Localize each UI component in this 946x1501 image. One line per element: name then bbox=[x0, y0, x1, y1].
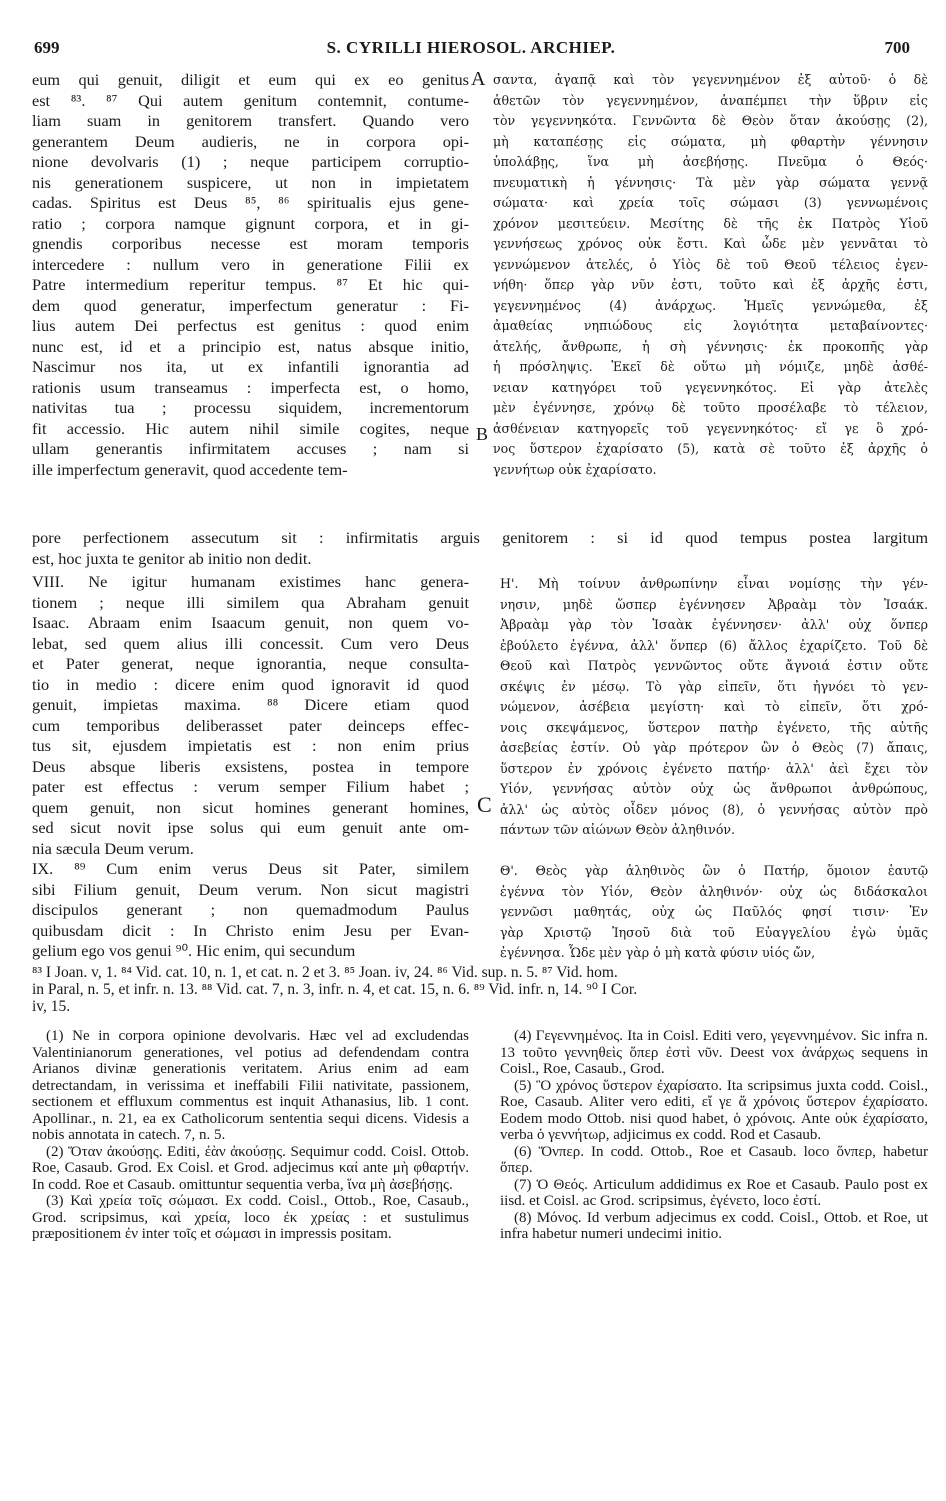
section-marker-b: B bbox=[476, 424, 489, 444]
greek-line: Ἀβραὰμ γὰρ τὸν Ἰσαὰκ ἐγέννησεν· ἀλλ' οὐχ ὅνπερ bbox=[500, 617, 928, 632]
reference-line: iv, 15. bbox=[32, 998, 71, 1015]
greek-line: Θ'. Θεὸς γὰρ ἀληθινὸς ὢν ὁ Πατήρ, ὅμοιον ἑαυτῷ bbox=[500, 863, 928, 878]
latin-line: tionem ; neque illi similem qua Abraham genuit bbox=[32, 592, 469, 612]
latin-line: nativitas tua ; processu siquidem, incrementorum bbox=[32, 398, 469, 417]
greek-line: Θεοῦ καὶ Πατρὸς γεννῶντος οὔτε ἄγνοιά ἐστιν οὔτε bbox=[500, 658, 928, 673]
greek-line: ἀμαθείας νηπιώδους εἰς λογιότητα μεταβαίνοντες· bbox=[493, 318, 928, 333]
running-header bbox=[26, 38, 916, 62]
latin-line: sibi Filium genuit, Deum verum. Non sicut magistri bbox=[32, 879, 469, 899]
footnote: (7) Ὁ Θεός. Articulum addidimus ex Roe et Casaub. Paulo post ex iisd. et Coisl. ac Grod. scripsimus, ἐγένετο, loco ἐστί. bbox=[500, 1176, 928, 1209]
latin-line: generantem Deum audieris, ne in corpora opi- bbox=[32, 131, 469, 151]
latin-line: nione devolvaris (1) ; neque participem corruptio- bbox=[32, 152, 469, 171]
latin-line: cum temporibus deliberasset pater deinceps effec- bbox=[32, 715, 469, 735]
latin-line: lius autem Dei perfectus est genitus : quod enim bbox=[32, 316, 469, 335]
greek-line: νοις σκεψάμενος, ὕστερον πατὴρ ἐγένετο, τῆς αὐτῆς bbox=[500, 719, 928, 735]
latin-line: genuit, impietas maxima. ⁸⁸ Dicere etiam quod bbox=[32, 695, 469, 714]
latin-line: Deus absque liberis exsistens, postea in tempore bbox=[32, 756, 469, 776]
latin-line: liam suam in genitorem transfert. Quando vero bbox=[32, 111, 469, 130]
latin-line: lebat, sed quem alius illi concessit. Cum vero Deus bbox=[32, 633, 469, 653]
greek-line: τὸν γεγεννηκότα. Γεννῶντα δὲ Θεὸν ὅταν ἀκούσῃς (2), bbox=[493, 113, 928, 128]
greek-line: ἐγέννησα. Ὧδε μὲν γὰρ ὁ μὴ κατὰ φύσιν υἱός ὤν, bbox=[500, 945, 816, 960]
greek-line: Η'. Μὴ τοίνυν ἀνθρωπίνην εἶναι νομίσῃς τὴν γέν- bbox=[500, 576, 928, 591]
greek-line: μὴ καταπέσῃς εἰς σώματα, μὴ φθαρτὴν γέννησιν bbox=[493, 133, 928, 149]
footnote: (5) Ὃ χρόνος ὕστερον ἐχαρίσατο. Ita scripsimus juxta codd. Coisl., Roe, Casaub. Aliter vero editi, εἴ γε ἅ χρόνοις ὕστερον ἐχαρίσατο. Eodem modo Ottob. nisi quod habet, ὁ χρόνοις. Ante οὐκ ἐχαρίσατο, verba ὁ γεννήτωρ, adjicimus ex codd. Rod et Casaub. bbox=[500, 1077, 928, 1143]
section-marker-a: A bbox=[471, 68, 486, 90]
greek-line: γεννήσεως χρόνος οὐκ ἔστι. Καὶ ὧδε μὲν γεννᾶται τὸ bbox=[493, 236, 928, 251]
latin-column-top bbox=[32, 70, 469, 480]
latin-line: intercedere : nullum vero in generatione Filii ex bbox=[32, 254, 469, 274]
greek-line: σκέψις ἐν μέσῳ. Τὸ γὰρ εἰπεῖν, ὅτι ἠγνόει τὸ γεν- bbox=[500, 678, 928, 694]
running-title: S. CYRILLI HIEROSOL. ARCHIEP. bbox=[326, 38, 616, 57]
greek-line: σώματα· καὶ χρεία τοῖς σώμασι (3) γεννωμένοις bbox=[493, 195, 928, 210]
latin-line: Nascimur nos ita, ut ex infantili ignorantia ad bbox=[32, 357, 469, 376]
footnote: (3) Καὶ χρεία τοῖς σώμασι. Ex codd. Coisl., Ottob., Roe, Casaub., Grod. scripsimus, καὶ χρεία, loco ἐκ χρείας : et sustulimus præpositionem ἐν inter τοῖς et σώμασι in impressis positam. bbox=[32, 1193, 469, 1242]
full-line: pore perfectionem assecutum sit : infirmitatis arguis genitorem : si id quod tempus postea largitum bbox=[32, 528, 928, 547]
greek-line: νησιν, μηδὲ ὥσπερ ἐγέννησεν Ἀβραὰμ τὸν Ἰσαάκ. bbox=[500, 596, 928, 612]
footnote: (2) Ὅταν ἀκούσῃς. Editi, ἐὰν ἀκούσῃς. Sequimur codd. Coisl. Ottob. Roe, Casaub. Grod. Ex Coisl. et Grod. adjecimus καί ante μὴ φθαρτήν. In codd. Roe et Casaub. omittuntur sequentia verba, ἵνα μὴ ἀσεβήσῃς. bbox=[32, 1143, 469, 1193]
latin-line: gnendis corporibus necesse est moram temporis bbox=[32, 234, 469, 253]
latin-line: dem quod generatur, imperfectum generatur : Fi- bbox=[32, 295, 469, 315]
section-marker-c: C bbox=[477, 792, 492, 817]
footnote: (4) Γεγεννημένος. Ita in Coisl. Editi vero, γεγεννημένον. Sic infra n. 13 τοῦτο γεννηθεὶς ὅπερ ἐστὶ νῦν. Deest vox ἀνάρχως sequens in Coisl., Roe, Casaub., Grod. bbox=[500, 1028, 928, 1077]
latin-line: quem genuit, non sicut homines generant homines, bbox=[32, 797, 469, 817]
latin-line: quibusdam dicit : In Christo enim Jesu per Evan- bbox=[32, 920, 469, 940]
greek-line: Υἱόν, γεννήσας αὐτὸν οὐχ ὡς ἄνθρωποι ἀνθρώπους, bbox=[500, 781, 928, 796]
latin-line: tus sit, ejusdem impietatis est : non enim prius bbox=[32, 736, 469, 755]
latin-line: Patre intermedium reperitur tempus. ⁸⁷ Et hic qui- bbox=[32, 275, 469, 294]
greek-line: μὲν ἐγέννησε, χρόνῳ δὲ τοῦτο προσέλαβε τὸ τέλειον, bbox=[493, 400, 928, 415]
scripture-references bbox=[32, 964, 928, 1015]
greek-line: γεννῶσι μαθητάς, οὐχ ὡς Παῦλός φησί τισιν· Ἐν bbox=[500, 904, 928, 919]
latin-line: nia sæcula Deum verum. bbox=[32, 838, 194, 858]
latin-line: nunc est, id et a principio est, natus absque initio, bbox=[32, 336, 469, 356]
latin-line: nis generationem suspicere, ut non in impietatem bbox=[32, 172, 469, 192]
latin-line: pater est effectus : verum semper Filium habet ; bbox=[32, 777, 469, 796]
greek-line: ἐβούλετο ἐγέννα, ἀλλ' ὅνπερ (6) ἄλλος ἐχαρίζετο. Τοῦ δὲ bbox=[500, 637, 928, 653]
greek-line: ἀσθένειαν κατηγορεῖς τοῦ γεγεννηκότος· εἴ γε ὃ χρό- bbox=[493, 420, 928, 436]
latin-line: est ⁸³. ⁸⁷ Qui autem genitum contemnit, contume- bbox=[32, 90, 469, 110]
greek-line: νειαν κατηγόρει τοῦ γεγεννηκότος. Εἰ γὰρ ἀτελὲς bbox=[493, 379, 928, 395]
latin-line: et Pater generat, neque ignorantia, neque consulta- bbox=[32, 654, 469, 673]
greek-line: γεγεννημένος (4) ἀνάρχως. Ἡμεῖς γεννώμεθα, ἐξ bbox=[493, 297, 928, 313]
latin-line: IX. ⁸⁹ Cum enim verus Deus sit Pater, similem bbox=[32, 859, 469, 878]
greek-line: ὕστερον ἐν χρόνοις ἐγένετο πατήρ· ἀλλ' ἀεὶ ἔχει τὸν bbox=[500, 760, 928, 776]
page-number-right: 700 bbox=[884, 38, 910, 57]
full-line: est, hoc juxta te genitor ab initio non dedit. bbox=[32, 548, 312, 568]
latin-line: tio in medio : dicere enim quod ignoravit id quod bbox=[32, 674, 469, 694]
greek-line: ὑπολάβῃς, ἵνα μὴ ἀσεβήσῃς. Πνεῦμα ὁ Θεός· bbox=[493, 154, 928, 169]
latin-line: ille imperfectum generavit, quod accedente tem- bbox=[32, 459, 348, 479]
greek-line: χρόνον μεσιτεύειν. Μεσίτης δὲ τῆς ἐκ Πατρὸς Υἱοῦ bbox=[493, 215, 928, 231]
greek-line: γεννώμενον ἀτελές, ὁ Υἱὸς δὲ τοῦ Θεοῦ τέλειος ἐγεν- bbox=[493, 256, 928, 272]
greek-section-viii bbox=[500, 574, 928, 841]
latin-line: rationis usum transeamus : imperfecta est, o homo, bbox=[32, 377, 469, 397]
greek-line: ἀθετῶν τὸν γεγεννημένον, ἀναπέμπει τὴν ὕβριν εἰς bbox=[493, 92, 928, 108]
greek-line: ἐγέννα τὸν Υἱόν, Θεὸν ἀληθινόν· οὐχ ὡς διδάσκαλοι bbox=[500, 883, 928, 899]
latin-line: ratio ; corpora namque gignunt corpora, et in gi- bbox=[32, 213, 469, 233]
greek-line: νώμενον, ἀσέβεια μεγίστη· καὶ τὸ εἰπεῖν, ὅτι χρό- bbox=[500, 699, 928, 714]
greek-line: ἡ πρόσληψις. Ἐκεῖ δὲ οὕτω μὴ νόμιζε, μηδὲ ἀσθέ- bbox=[493, 359, 928, 374]
greek-line: σαντα, ἀγαπᾷ καὶ τὸν γεγεννημένον ἐξ αὐτοῦ· ὁ δὲ bbox=[493, 72, 928, 87]
greek-line: ἀτελής, ἄνθρωπε, ἡ σὴ γέννησις· ἐκ προκοπῆς γὰρ bbox=[493, 338, 928, 354]
greek-line: πνευματικὴ ἡ γέννησις· Τὰ μὲν γὰρ σώματα γεννᾷ bbox=[493, 174, 928, 190]
latin-line: discipulos generant ; non quemadmodum Paulus bbox=[32, 900, 469, 919]
greek-section-ix bbox=[500, 861, 928, 964]
reference-line: in Paral, n. 5, et infr. n. 13. ⁸⁸ Vid. cat. 7, n. 3, infr. n. 4, et cat. 15, n. 6. ⁸⁹ Vid. infr. n, 14. ⁹⁰ I Cor. bbox=[32, 981, 638, 998]
latin-line: VIII. Ne igitur humanam existimes hanc genera- bbox=[32, 572, 469, 591]
notes-left-column bbox=[32, 1028, 469, 1243]
latin-line: eum qui genuit, diligit et eum qui ex eo genitus bbox=[32, 70, 469, 89]
latin-line: Isaac. Abraam enim Isaacum genuit, non quem vo- bbox=[32, 613, 469, 632]
latin-section-ix bbox=[32, 859, 469, 962]
latin-line: sed sicut novit ipse solus qui eum genuit ante om- bbox=[32, 818, 469, 837]
latin-full-width-text bbox=[32, 528, 928, 569]
reference-line: ⁸³ I Joan. v, 1. ⁸⁴ Vid. cat. 10, n. 1, et cat. n. 2 et 3. ⁸⁵ Joan. iv, 24. ⁸⁶ Vid. sup. n. 5. ⁸⁷ Vid. hom. bbox=[32, 964, 618, 981]
footnote: (1) Ne in corpora opinione devolvaris. Hæc vel ad excludendas Valentinianorum generationes, vel potius ad defendendam contra Arianos divinæ generationis veritatem. Arius enim ad eam detrectandam, in verissima et ineffabili Filii nativitate, passionem, sectionem et effluxum commentus est inquit Athanasius, lib. 1 cont. Apollinar., n. 21, ea ex Catholicorum sententia sequi dicens. Videsis a nobis annotata in catech. 7, n. 5. bbox=[32, 1028, 469, 1143]
latin-line: ullam generantis infirmitatem accuses ; nam si bbox=[32, 439, 469, 458]
footnote: (8) Μόνος. Id verbum adjecimus ex codd. Coisl., Ottob. et Roe, ut infra habetur numeri undecimi initio. bbox=[500, 1209, 928, 1242]
greek-line: γεννήτωρ οὐκ ἐχαρίσατο. bbox=[493, 461, 657, 477]
footnote: (6) Ὅνπερ. In codd. Ottob., Roe et Casaub. loco ὅνπερ, habetur ὅπερ. bbox=[500, 1143, 928, 1176]
greek-line: νος ὕστερον ἐχαρίσατο (5), κατὰ σὲ τοῦτο ἐξ ἀρχῆς ὁ bbox=[493, 441, 928, 456]
page-number-left: 699 bbox=[34, 38, 60, 57]
greek-column-top bbox=[493, 70, 928, 480]
notes-right-column bbox=[500, 1028, 928, 1243]
latin-line: fit accessio. Hic autem nihil simile cogites, neque bbox=[32, 418, 469, 438]
greek-line: ἀσεβείας ἐστίν. Οὐ γὰρ πρότερον ὢν ὁ Θεὸς (7) ἄπαις, bbox=[500, 740, 928, 755]
greek-line: πάντων τῶν αἰώνων Θεὸν ἀληθινόν. bbox=[500, 822, 736, 837]
latin-section-viii bbox=[32, 572, 469, 859]
greek-line: ἀλλ' ὡς αὐτὸς οἶδεν μόνος (8), ὁ γεννήσας αὐτὸν πρὸ bbox=[500, 801, 928, 817]
greek-line: γὰρ Χριστῷ Ἰησοῦ διὰ τοῦ Εὐαγγελίου ἐγὼ ὑμᾶς bbox=[500, 924, 928, 940]
greek-line: νήθη· ὅπερ γὰρ νῦν ἐστι, τοῦτο καὶ ἐξ ἀρχῆς ἐστι, bbox=[493, 277, 928, 292]
latin-line: gelium ego vos genui ⁹⁰. Hic enim, qui secundum bbox=[32, 941, 356, 960]
latin-line: cadas. Spiritus est Deus ⁸⁵, ⁸⁶ spiritualis ejus gene- bbox=[32, 193, 469, 212]
